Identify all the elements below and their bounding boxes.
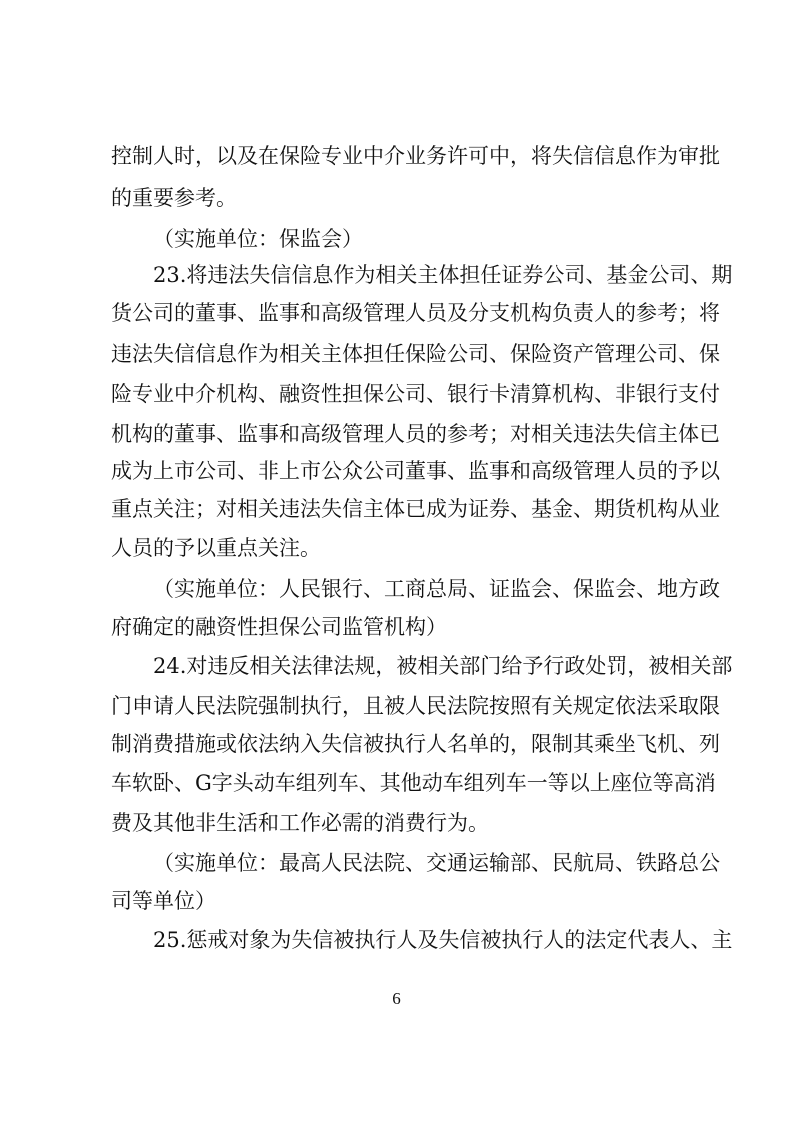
text-line: （实施单位：人民银行、工商总局、证监会、保监会、地方政 (153, 577, 720, 601)
page-number: 6 (392, 989, 401, 1008)
text-line: 机构的董事、监事和高级管理人员的参考；对相关违法失信主体已 (111, 422, 720, 446)
text-line: 23.将违法失信信息作为相关主体担任证券公司、基金公司、期 (153, 263, 733, 287)
text-line: 人员的予以重点关注。 (111, 536, 321, 560)
text-line: 25.惩戒对象为失信被执行人及失信被执行人的法定代表人、主 (153, 928, 733, 952)
text-line: 费及其他非生活和工作必需的消费行为。 (111, 811, 489, 835)
text-line: 24.对违反相关法律法规，被相关部门给予行政处罚，被相关部 (153, 654, 733, 678)
text-line: 控制人时，以及在保险专业中介业务许可中，将失信信息作为审批 (111, 144, 720, 168)
text-line: 货公司的董事、监事和高级管理人员及分支机构负责人的参考；将 (111, 301, 720, 325)
text-line: 车软卧、G字头动车组列车、其他动车组列车一等以上座位等高消 (111, 771, 716, 795)
text-line: 重点关注；对相关违法失信主体已成为证券、基金、期货机构从业 (111, 497, 720, 521)
text-line: 司等单位） (111, 889, 216, 913)
text-line: 险专业中介机构、融资性担保公司、银行卡清算机构、非银行支付 (111, 382, 720, 406)
text-line: 制消费措施或依法纳入失信被执行人名单的，限制其乘坐飞机、列 (111, 732, 720, 756)
text-line: 府确定的融资性担保公司监管机构） (111, 615, 447, 639)
text-line: 门申请人民法院强制执行，且被人民法院按照有关规定依法采取限 (111, 694, 720, 718)
text-line: （实施单位：保监会） (153, 227, 363, 251)
text-line: 的重要参考。 (111, 186, 237, 210)
text-line: （实施单位：最高人民法院、交通运输部、民航局、铁路总公 (153, 851, 720, 875)
text-line: 成为上市公司、非上市公众公司董事、监事和高级管理人员的予以 (111, 459, 720, 483)
text-line: 违法失信信息作为相关主体担任保险公司、保险资产管理公司、保 (111, 342, 720, 366)
